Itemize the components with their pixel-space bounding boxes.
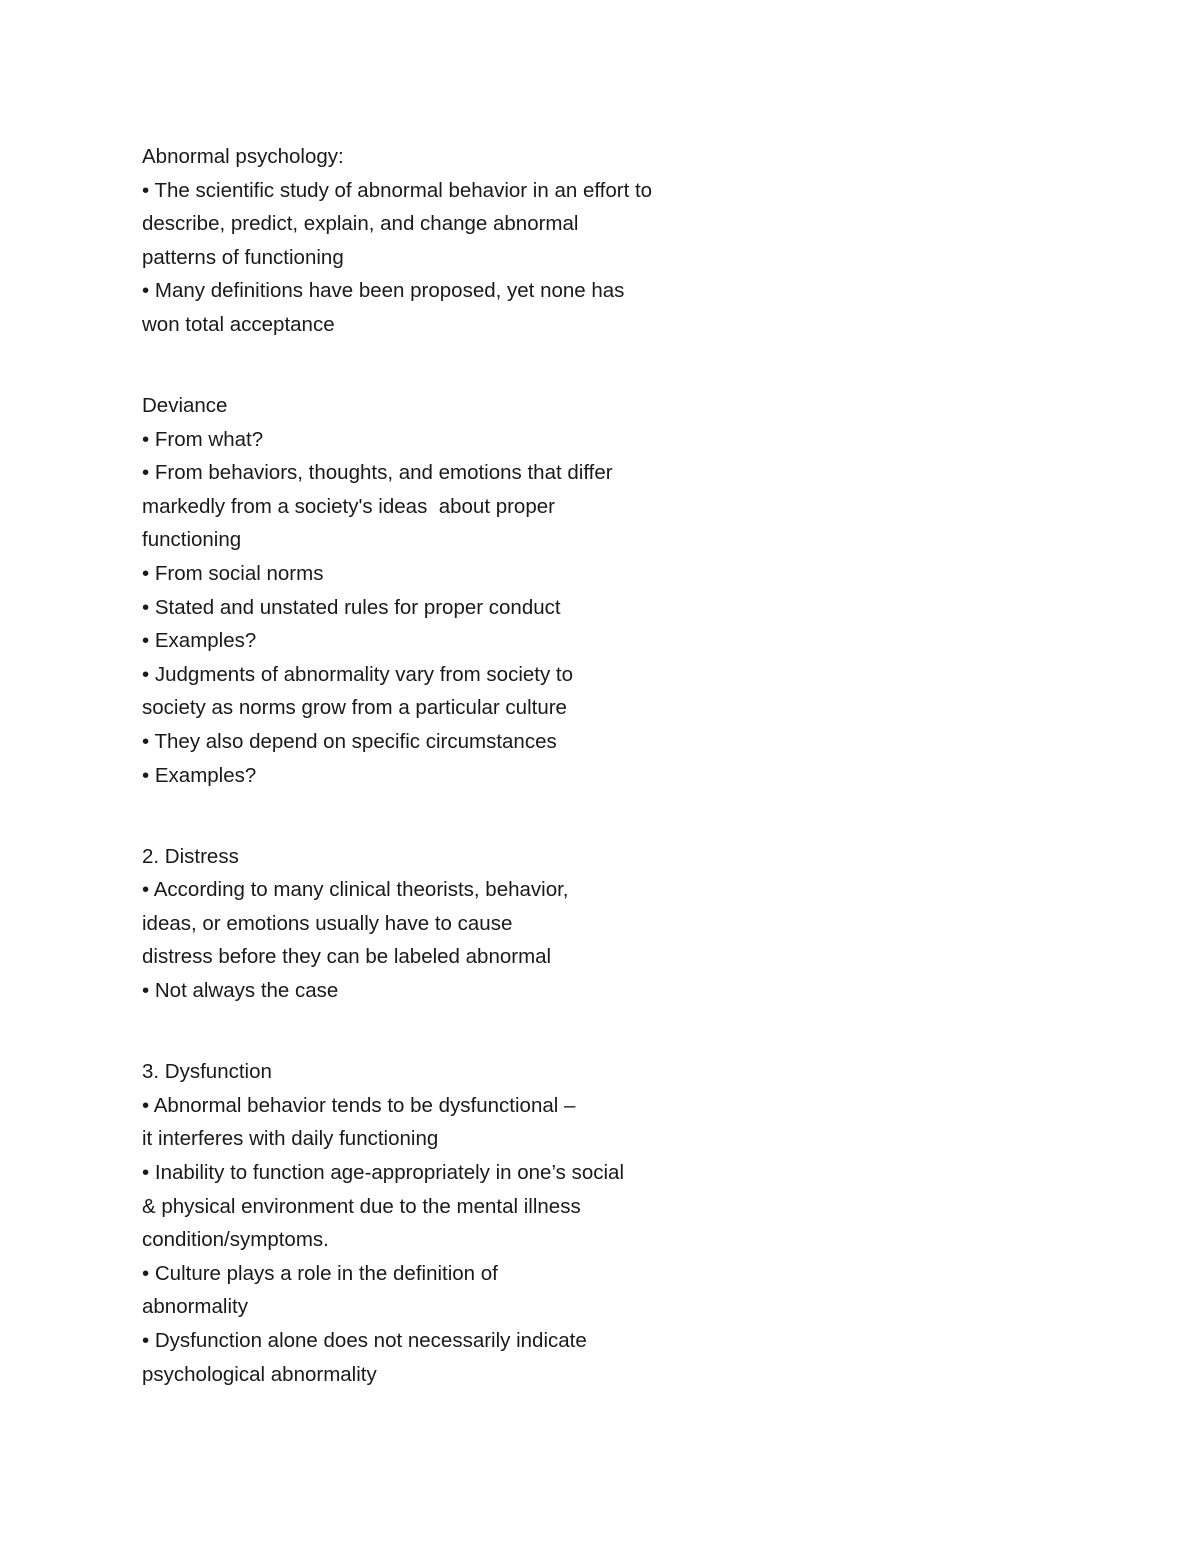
section-heading: Deviance — [142, 394, 228, 418]
section-spacer — [142, 342, 762, 390]
text-line: functioning — [142, 528, 242, 552]
text-line: patterns of functioning — [142, 245, 344, 269]
text-line: & physical environment due to the mental illness — [142, 1194, 581, 1218]
section-dysfunction — [142, 1055, 762, 1391]
text-line: • From what? — [142, 427, 264, 451]
text-line: • Inability to function age-appropriately in one’s social — [142, 1160, 625, 1184]
text-line: • Dysfunction alone does not necessarily indicate — [142, 1328, 587, 1352]
text-line: markedly from a society's ideas about proper — [142, 494, 555, 518]
text-line: • Many definitions have been proposed, yet none has — [142, 279, 625, 303]
text-line: psychological abnormality — [142, 1362, 377, 1386]
text-line: • Abnormal behavior tends to be dysfunctional – — [142, 1093, 576, 1117]
section-spacer — [142, 792, 762, 840]
text-line: • According to many clinical theorists, behavior, — [142, 878, 569, 902]
document-body — [142, 140, 762, 1391]
text-line: ideas, or emotions usually have to cause — [142, 911, 513, 935]
text-line: abnormality — [142, 1295, 248, 1319]
text-line: • Examples? — [142, 763, 257, 787]
section-heading: 3. Dysfunction — [142, 1060, 272, 1084]
text-line: • They also depend on specific circumstances — [142, 730, 557, 753]
text-line: • Examples? — [142, 629, 257, 653]
text-line: distress before they can be labeled abnormal — [142, 945, 552, 969]
text-line: condition/symptoms. — [142, 1228, 329, 1252]
section-distress — [142, 840, 762, 1008]
text-line: • Judgments of abnormality vary from society to — [142, 662, 574, 686]
text-line: it interferes with daily functioning — [142, 1127, 439, 1151]
text-line: • The scientific study of abnormal behavior in an effort to — [142, 178, 653, 202]
text-line: • From social norms — [142, 562, 324, 586]
text-line: • From behaviors, thoughts, and emotions that differ — [142, 461, 613, 485]
section-heading: Abnormal psychology: — [142, 145, 344, 168]
text-line: • Stated and unstated rules for proper conduct — [142, 595, 561, 619]
section-spacer — [142, 1008, 762, 1056]
text-line: describe, predict, explain, and change abnormal — [142, 212, 579, 236]
text-line: • Not always the case — [142, 979, 339, 1003]
text-line: • Culture plays a role in the definition of — [142, 1261, 498, 1285]
section-heading: 2. Distress — [142, 844, 239, 868]
section-deviance — [142, 389, 762, 792]
text-line: won total acceptance — [142, 312, 335, 336]
section-abnormal-psychology — [142, 140, 762, 342]
text-line: society as norms grow from a particular culture — [142, 696, 567, 720]
